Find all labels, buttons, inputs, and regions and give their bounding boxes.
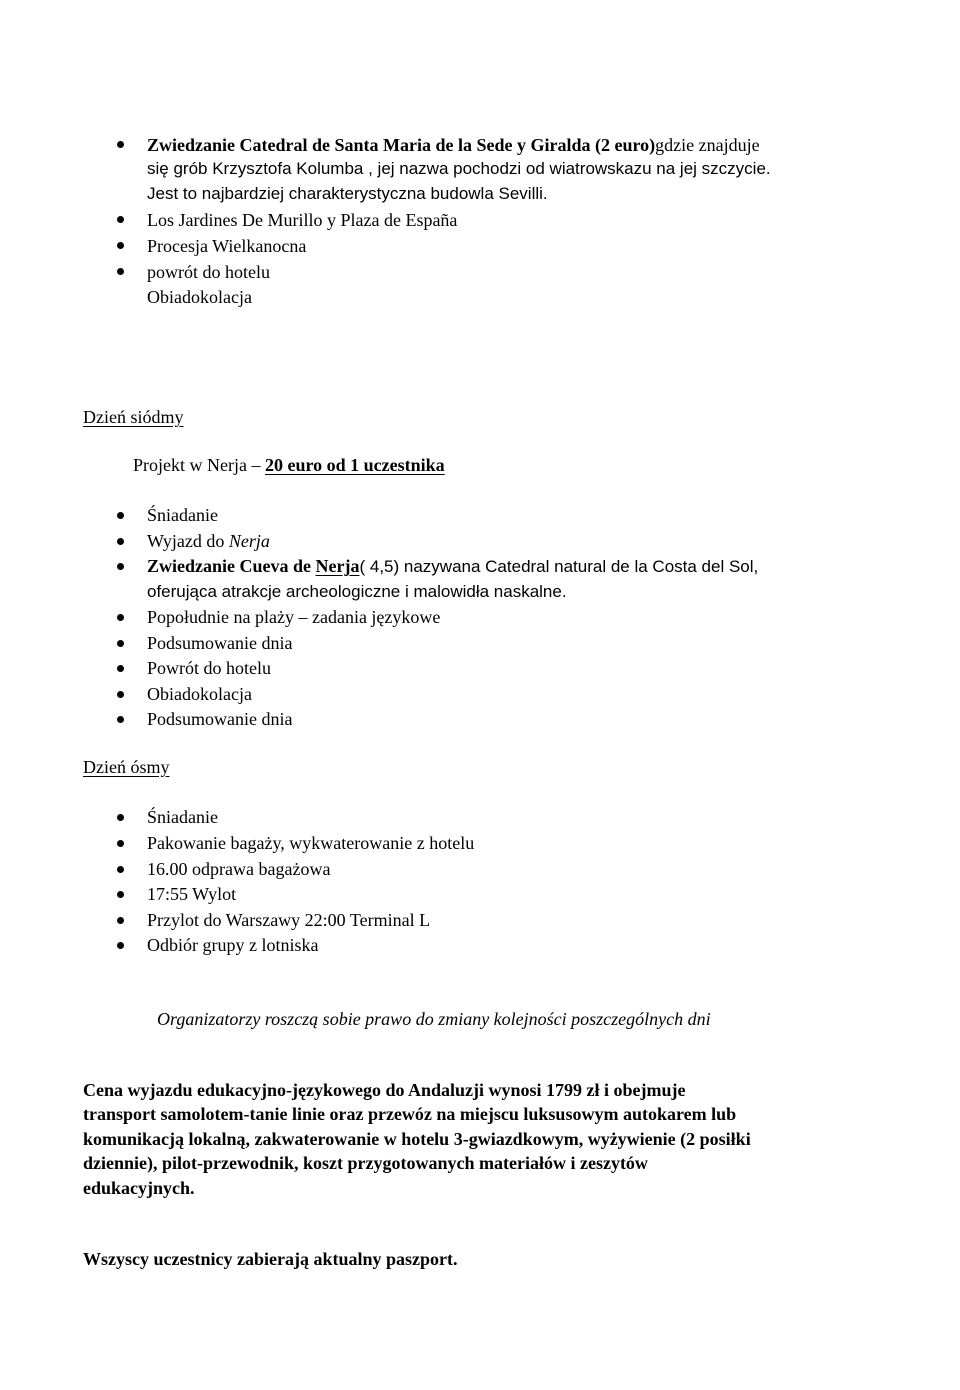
departure-place: Nerja [228,531,270,551]
bullet-icon [117,242,124,249]
list-item-return: powrót do hotelu [147,262,270,282]
bullet-icon [117,891,124,898]
bullet-icon [117,814,124,821]
bullet-icon [117,216,124,223]
bullet-icon [117,866,124,873]
cave-text: ( 4,5) nazywana Catedral natural de la Costa del Sol, [359,557,759,576]
bullet-icon [117,665,124,672]
day8-heading: Dzień ósmy [83,757,170,777]
bullet-icon [117,691,124,698]
bullet-icon [117,563,124,570]
bullet-icon [117,614,124,621]
list-item-gardens: Los Jardines De Murillo y Plaza de España [147,210,458,230]
bullet-icon [117,141,124,148]
bullet-icon [117,840,124,847]
project-price: 20 euro od 1 uczestnika [264,455,445,475]
project-line [133,453,445,477]
list-item: 17:55 Wylot [147,884,237,904]
list-item-summary: Podsumowanie dnia [147,709,293,729]
project-prefix: Projekt w Nerja – [133,455,265,475]
bullet-icon [117,942,124,949]
list-item-dinner: Obiadokolacja [147,287,252,307]
list-item-procession: Procesja Wielkanocna [147,236,307,256]
list-item: Odbiór grupy z lotniska [147,935,319,955]
bullet-icon [117,512,124,519]
list-item-departure [147,529,270,553]
bullet-icon [117,538,124,545]
price-info-line: edukacyjnych. [83,1178,195,1198]
bullet-icon [117,917,124,924]
cathedral-description-line: Jest to najbardziej charakterystyczna budowla Sevilli. [147,184,548,203]
price-info-line: komunikacją lokalną, zakwaterowanie w hotelu 3-gwiazdkowym, wyżywienie (2 posiłki [83,1129,751,1149]
list-item: Śniadanie [147,807,218,827]
price-info-line: dziennie), pilot-przewodnik, koszt przygotowanych materiałów i zeszytów [83,1153,648,1173]
organizer-notice: Organizatorzy roszczą sobie prawo do zmiany kolejności poszczególnych dni [157,1009,711,1029]
bullet-icon [117,716,124,723]
list-item-afternoon: Popołudnie na plaży – zadania językowe [147,607,441,627]
list-item: 16.00 odprawa bagażowa [147,859,331,879]
cave-title-nerja: Nerja [315,556,360,576]
cathedral-title: Zwiedzanie Catedral de Santa Maria de la Sede y Giralda (2 euro) [147,135,656,155]
list-item: Przylot do Warszawy 22:00 Terminal L [147,910,431,930]
list-item-breakfast: Śniadanie [147,505,218,525]
cave-description-line: oferująca atrakcje archeologiczne i malowidła naskalne. [147,582,567,601]
list-item: Pakowanie bagaży, wykwaterowanie z hotelu [147,833,475,853]
price-info-line: Cena wyjazdu edukacyjno-językowego do Andaluzji wynosi 1799 zł i obejmuje [83,1080,686,1100]
price-info-line: transport samolotem-tanie linie oraz przewóz na miejscu luksusowym autokarem lub [83,1104,737,1124]
departure-prefix: Wyjazd do [147,531,229,551]
cave-title: Zwiedzanie Cueva de [147,556,316,576]
list-item-summary: Podsumowanie dnia [147,633,293,653]
bullet-icon [117,640,124,647]
list-item-dinner: Obiadokolacja [147,684,252,704]
list-item-cathedral [147,133,760,157]
day7-heading: Dzień siódmy [83,407,184,427]
cathedral-text: gdzie znajduje [655,135,760,155]
bullet-icon [117,268,124,275]
passport-notice: Wszyscy uczestnicy zabierają aktualny paszport. [83,1249,458,1269]
list-item-cave [147,554,758,579]
cathedral-description-line: się grób Krzysztofa Kolumba , jej nazwa pochodzi od wiatrowskazu na jej szczycie. [147,159,771,178]
list-item-return: Powrót do hotelu [147,658,271,678]
